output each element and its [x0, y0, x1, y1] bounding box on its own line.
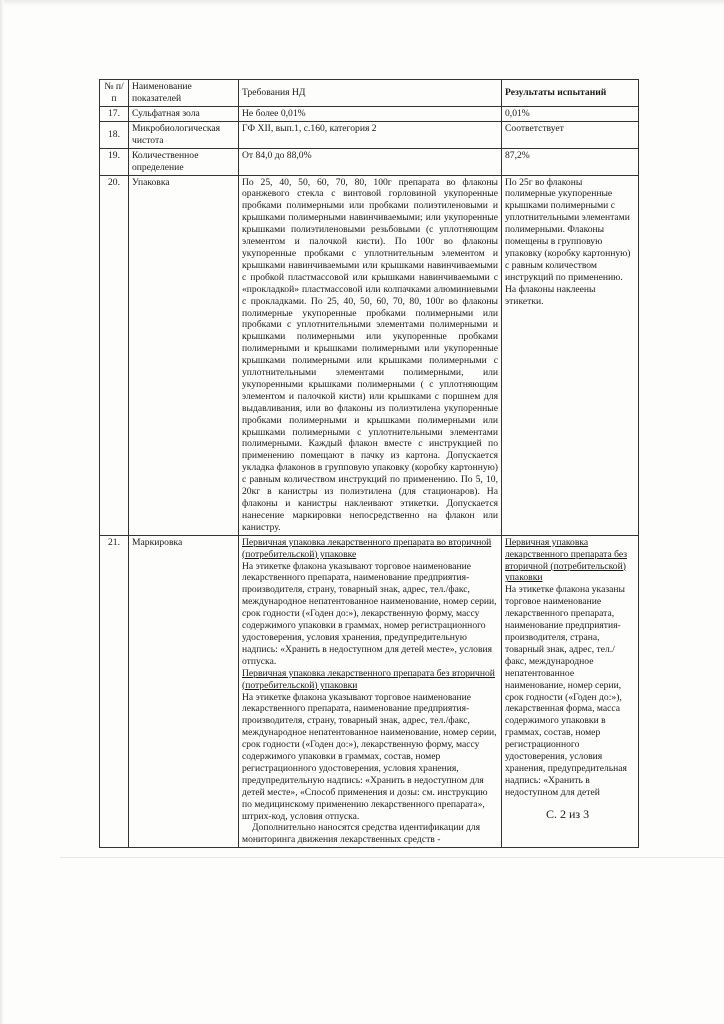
- row-requirement: По 25, 40, 50, 60, 70, 80, 100г препарата во флаконы оранжевого стекла с винтовой горловиной укупоренные пробками полимерными или пробками полиэтиленовыми и крышками полимерными навинчиваемыми; или укупоренные крышками полиэтиленовыми резьбовыми (с уплотняющим элементом и палочкой кисти). По 100г во флаконы укупоренные пробками с уплотнительным элементом и крышками навинчиваемыми или крышками навинчиваемыми с пробкой пластмассовой или крышками навинчиваемыми с «прокладкой» пластмассовой или колпачками алюминиевыми с прокладками. По 25, 40, 50, 60, 70, 80, 100г во флаконы полимерные укупоренные пробками полимерными или пробками с уплотнительными элементами полимерными и крышками полимерными или укупоренные пробками полимерными и крышками полимерными или укупоренные крышками полимерными или крышками полимерными с уплотнительными элементами полимерными, или укупоренными крышками полимерными ( с уплотняющим элементом и палочкой кисти) или крышками с поршнем для выдавливания, или во флаконы из полиэтилена укупоренные пробками полимерными и крышками полимерными или крышками полимерными с уплотнительными элементами полимерными. Каждый флакон вместе с инструкцией по применению помещают в пачку из картона. Допускается укладка флаконов в групповую упаковку (коробку картонную) с равным количеством инструкций по применению. По 5, 10, 20кг в канистры из полиэтилена (для стационаров). На флаконы и канистры наклеивают этикетки. Допускается нанесение маркировки непосредственно на флакон или канистру.: [239, 175, 502, 535]
- table-row: [100, 175, 639, 535]
- row-result: 0,01%: [502, 107, 639, 122]
- requirement-heading-secondary-pack: Первичная упаковка лекарственного препарата во вторичной (потребительской) упаковке: [242, 536, 492, 560]
- row-indicator-name: Упаковка: [129, 175, 239, 535]
- table-header-row: [100, 80, 639, 107]
- row-requirement: ГФ XII, вып.1, с.160, категория 2: [239, 121, 502, 148]
- requirement-heading-primary-pack: Первичная упаковка лекарственного препарата без вторичной (потребительской) упаковки: [242, 667, 495, 691]
- page-fold-line: [60, 857, 724, 858]
- requirement-text-primary-pack: На этикетке флакона указывают торговое наименование лекарственного препарата, наименование предприятия-производителя, страну, товарный знак, адрес, тел./факс, международное непатентованное наименование, номер серии, срок годности («Годен до:»), лекарственную форму, массу содержимого упаковки в граммах, состав, номер регистрационного удостоверения, условия хранения, предупредительную надпись: «Хранить в недоступном для детей месте», «Способ применения и дозы: см. инструкцию по медицинскому применению лекарственного препарата», штрих-код, условия отпуска.: [242, 691, 497, 822]
- row-requirement: От 84,0 до 88,0%: [239, 148, 502, 175]
- requirement-text-identification: Дополнительно наносятся средства идентификации для мониторинга движения лекарственных средств -: [242, 822, 481, 846]
- row-indicator-name: Сульфатная зола: [129, 107, 239, 122]
- table-row: [100, 148, 639, 175]
- page-number: С. 2 из 3: [546, 807, 590, 821]
- row-number: 17.: [100, 107, 129, 122]
- header-number: № п/п: [100, 80, 129, 107]
- row-number: 19.: [100, 148, 129, 175]
- row-requirement: Не более 0,01%: [239, 107, 502, 122]
- table-row: [100, 107, 639, 122]
- table-row: [100, 535, 639, 848]
- page-edge-left: [0, 0, 4, 1024]
- row-number: 20.: [100, 175, 129, 535]
- row-indicator-name: Количественное определение: [129, 148, 239, 175]
- row-result: Соответствует: [502, 121, 639, 148]
- row-number: 18.: [100, 121, 129, 148]
- table-row: [100, 121, 639, 148]
- header-requirements: Требования НД: [239, 80, 502, 107]
- row-result: [502, 535, 639, 848]
- header-results: Результаты испытаний: [502, 80, 639, 107]
- row-result: По 25г во флаконы полимерные укупоренные крышками полимерными с уплотнительными элементами полимерными. Флаконы помещены в групповую упаковку (коробку картонную) с равным количеством инструкций по применению. На флаконы наклеены этикетки.: [502, 175, 639, 535]
- result-text: На этикетке флакона указаны торговое наименование лекарственного препарата, наименование предприятия-производителя, страна, товарный знак, адрес, тел./факс, международное непатентованное наименование, номер серии, срок годности («Годен до:»), лекарственная форма, масса содержимого упаковки в граммах, состав, номер регистрационного удостоверения, условия хранения, предупредительная надпись: «Хранить в недоступном для детей: [505, 584, 627, 798]
- header-indicator-name: Наименование показателей: [129, 80, 239, 107]
- row-number: 21.: [100, 535, 129, 848]
- row-requirement: [239, 535, 502, 848]
- row-indicator-name: Маркировка: [129, 535, 239, 848]
- requirement-text-secondary-pack: На этикетке флакона указывают торговое наименование лекарственного препарата, наименование предприятия-производителя, страну, товарный знак, адрес, тел./факс, международное непатентованное наименование, номер серии, срок годности («Годен до:»), лекарственную форму, массу содержимого упаковки в граммах, номер регистрационного удостоверения, условия хранения, предупредительную надпись: «Хранить в недоступном для детей месте», условия отпуска.: [242, 560, 497, 667]
- test-results-table: [99, 79, 639, 848]
- row-result: 87,2%: [502, 148, 639, 175]
- page-edge-top: [0, 0, 724, 6]
- result-heading: Первичная упаковка лекарственного препарата без вторичной (потребительской) упаковки: [505, 536, 628, 584]
- row-indicator-name: Микробиологическая чистота: [129, 121, 239, 148]
